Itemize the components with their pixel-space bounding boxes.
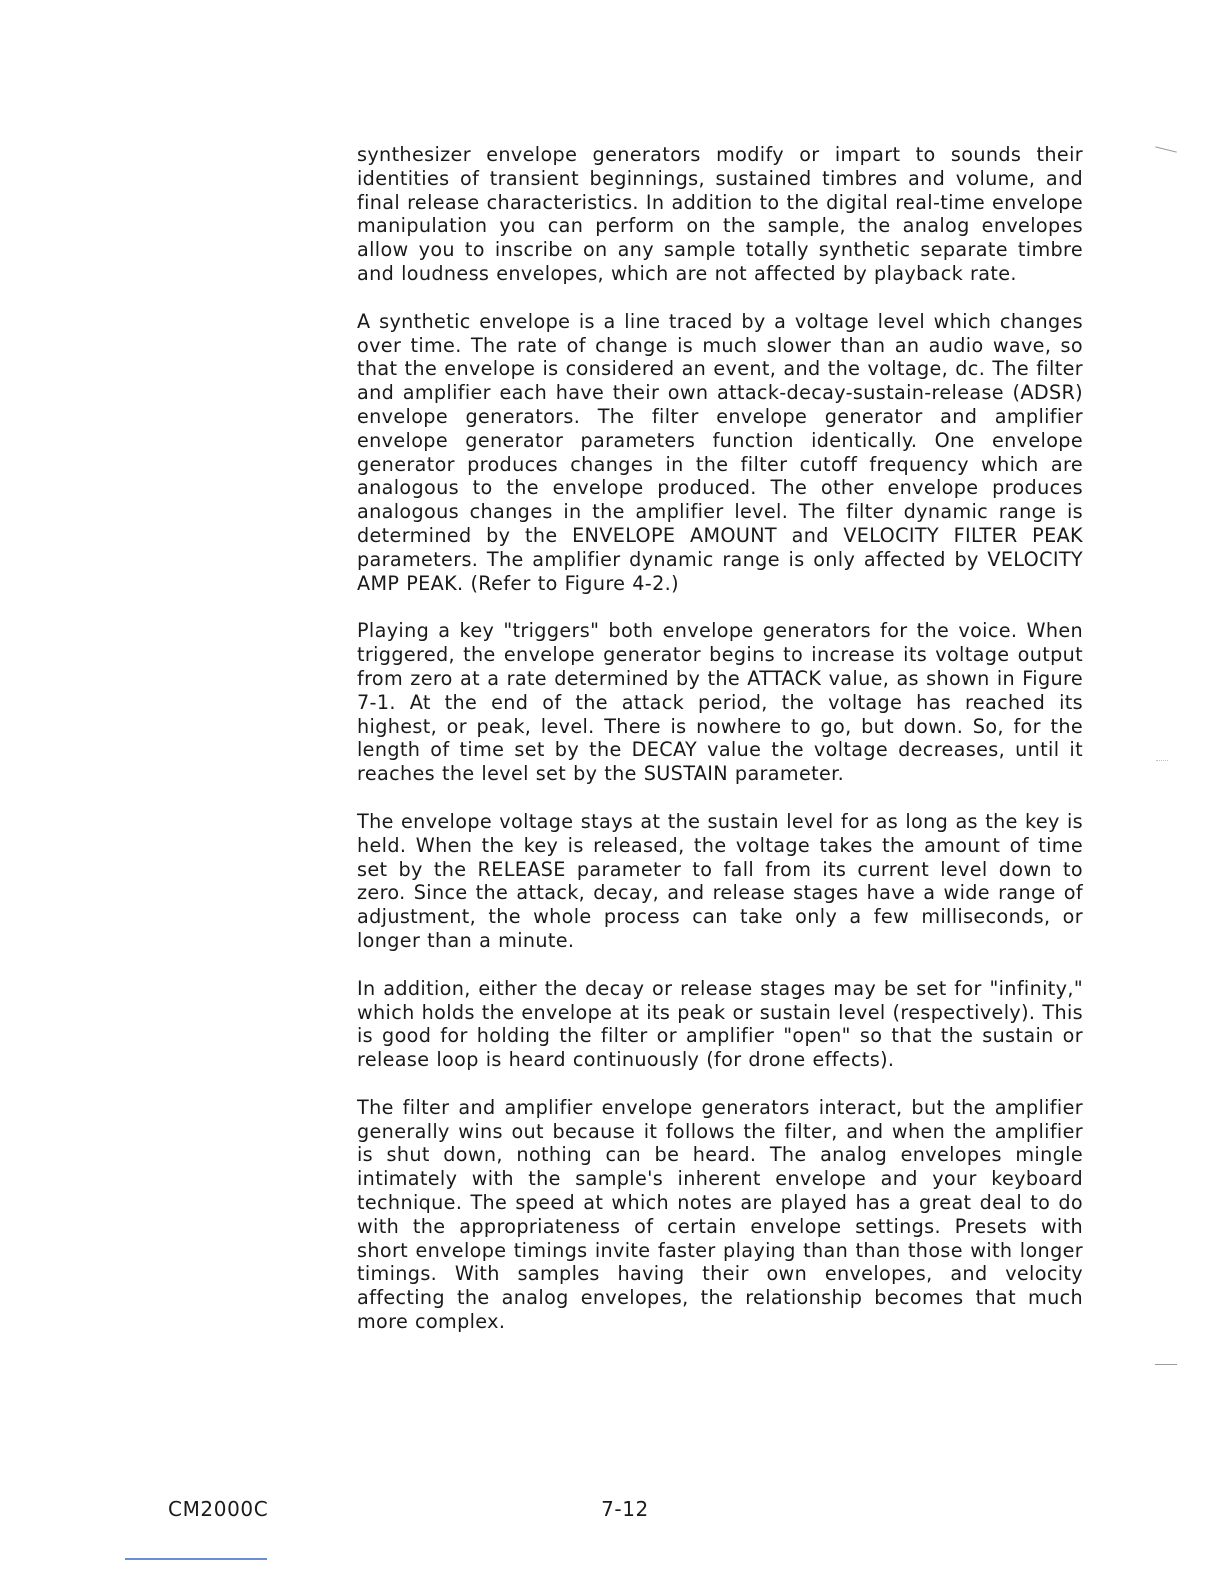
scan-edge-mark-top [1155, 146, 1177, 152]
paragraph-synthetic-envelope: A synthetic envelope is a line traced by a voltage level which changes over time. The rate of change is much slower than an audio wave, so that the envelope is considered an event, and the voltage, dc. The filter and amplifier each have their own attack-decay-sustain-release (ADSR) envelope generators. The filter envelope generator and amplifier envelope generator parameters function identically. One envelope generator produces changes in the filter cutoff frequency which are analogous to the envelope produced. The other envelope produces analogous changes in the amplifier level. The filter dynamic range is determined by the ENVELOPE AMOUNT and VELOCITY FILTER PEAK parameters. The amplifier dynamic range is only affected by VELOCITY AMP PEAK. (Refer to Figure 4-2.) [357, 309, 1083, 595]
document-code: CM2000C [168, 1497, 269, 1521]
scan-edge-dots [1156, 760, 1168, 762]
body-text [357, 143, 1083, 1358]
bottom-rule [125, 1558, 267, 1560]
scan-edge-mark-bottom [1155, 1364, 1177, 1365]
paragraph-key-trigger: Playing a key "triggers" both envelope generators for the voice. When triggered, the envelope generator begins to increase its voltage output from zero at a rate determined by the ATTACK value, as shown in Figure 7-1. At the end of the attack period, the voltage has reached its highest, or peak, level. There is nowhere to go, but down. So, for the length of time set by the DECAY value the voltage decreases, until it reaches the level set by the SUSTAIN parameter. [357, 619, 1083, 786]
paragraph-interaction: The filter and amplifier envelope generators interact, but the amplifier generally wins out because it follows the filter, and when the amplifier is shut down, nothing can be heard. The analog envelopes mingle intimately with the sample's inherent envelope and your keyboard technique. The speed at which notes are played has a great deal to do with the appropriateness of certain envelope settings. Presets with short envelope timings invite faster playing than than those with longer timings. With samples having their own envelopes, and velocity affecting the analog envelopes, the relationship becomes that much more complex. [357, 1095, 1083, 1334]
paragraph-infinity: In addition, either the decay or release stages may be set for "infinity," which holds the envelope at its peak or sustain level (respectively). This is good for holding the filter or amplifier "open" so that the sustain or release loop is heard continuously (for drone effects). [357, 976, 1083, 1072]
paragraph-envelope-intro: synthesizer envelope generators modify or impart to sounds their identities of transient beginnings, sustained timbres and volume, and final release characteristics. In addition to the digital real-time envelope manipulation you can perform on the sample, the analog envelopes allow you to inscribe on any sample totally synthetic separate timbre and loudness envelopes, which are not affected by playback rate. [357, 143, 1083, 285]
paragraph-sustain-release: The envelope voltage stays at the sustain level for as long as the key is held. When the key is released, the voltage takes the amount of time set by the RELEASE parameter to fall from its current level down to zero. Since the attack, decay, and release stages have a wide range of adjustment, the whole process can take only a few milliseconds, or longer than a minute. [357, 809, 1083, 952]
page-number: 7-12 [601, 1497, 649, 1521]
